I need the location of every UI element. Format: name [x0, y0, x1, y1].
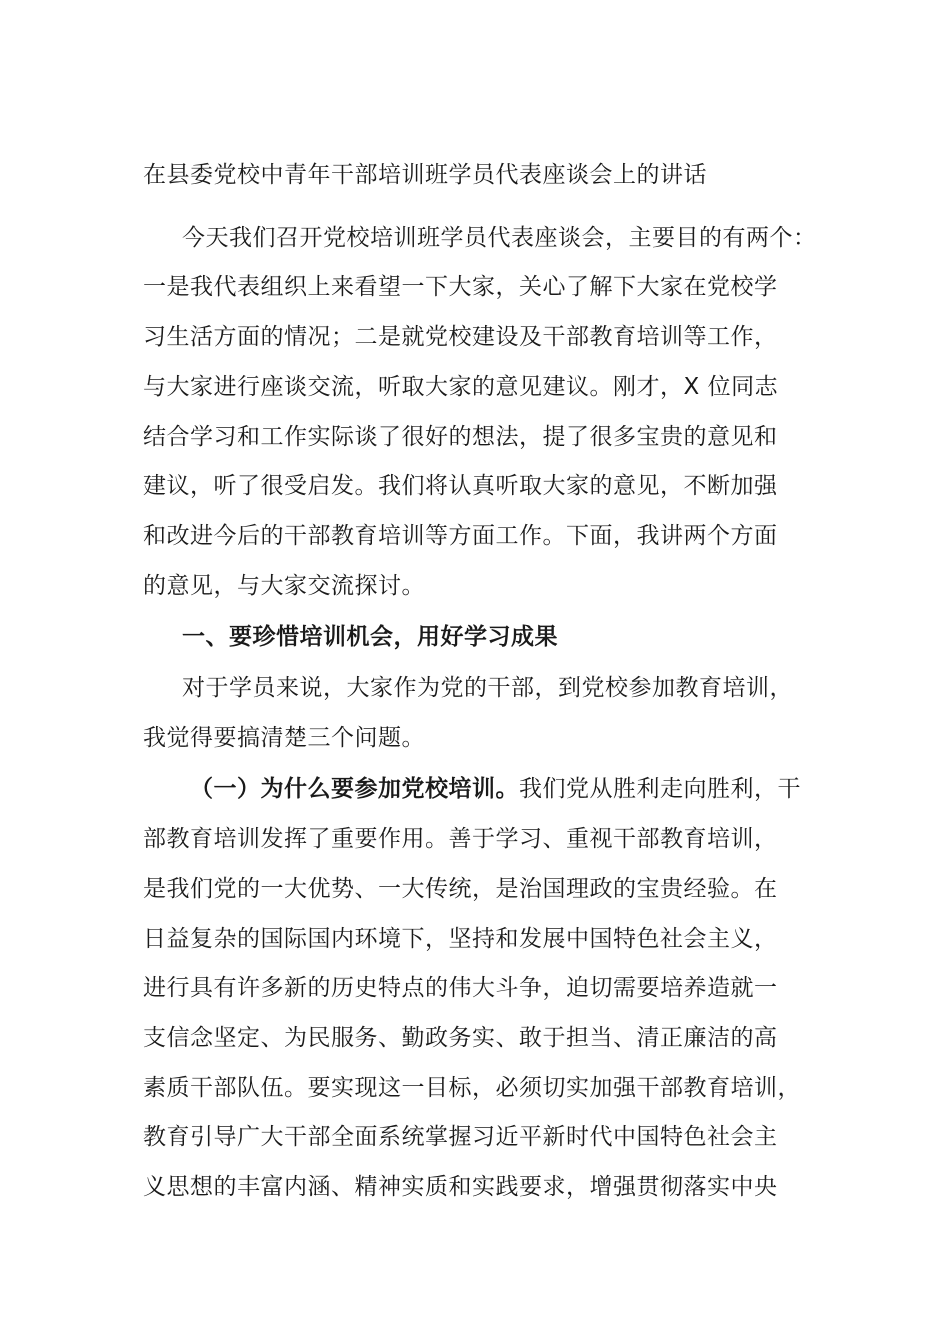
paragraph-line: 义思想的丰富内涵、精神实质和实践要求，增强贯彻落实中央 [143, 1174, 778, 1200]
subsection-heading: （一）为什么要参加党校培训。 [190, 776, 519, 802]
paragraph-line: 教育引导广大干部全面系统掌握习近平新时代中国特色社会主 [143, 1124, 778, 1150]
paragraph-line: 今天我们召开党校培训班学员代表座谈会，主要目的有两个： [182, 225, 817, 251]
paragraph-line: 的意见，与大家交流探讨。 [143, 573, 425, 599]
subsection-text: 我们党从胜利走向胜利，干 [519, 776, 801, 802]
paragraph-line: 是我们党的一大优势、一大传统，是治国理政的宝贵经验。在 [143, 876, 778, 902]
paragraph-line: 建议，听了很受启发。我们将认真听取大家的意见，不断加强 [143, 473, 778, 499]
paragraph-line: 一是我代表组织上来看望一下大家，关心了解下大家在党校学 [143, 274, 778, 300]
subsection-first-line [190, 774, 801, 804]
document-title: 在县委党校中青年干部培训班学员代表座谈会上的讲话 [143, 162, 707, 188]
paragraph-line: 部教育培训发挥了重要作用。善于学习、重视干部教育培训， [143, 826, 778, 852]
paragraph-line: 进行具有许多新的历史特点的伟大斗争，迫切需要培养造就一 [143, 975, 778, 1001]
paragraph-line: 和改进今后的干部教育培训等方面工作。下面，我讲两个方面 [143, 523, 778, 549]
paragraph-line: 日益复杂的国际国内环境下，坚持和发展中国特色社会主义， [143, 926, 778, 952]
paragraph-line: 结合学习和工作实际谈了很好的想法，提了很多宝贵的意见和 [143, 424, 778, 450]
paragraph-line: 我觉得要搞清楚三个问题。 [143, 725, 425, 751]
paragraph-line: 对于学员来说，大家作为党的干部，到党校参加教育培训， [182, 675, 793, 701]
paragraph-line: 支信念坚定、为民服务、勤政务实、敢于担当、清正廉洁的高 [143, 1025, 778, 1051]
paragraph-line: 与大家进行座谈交流，听取大家的意见建议。刚才，X 位同志 [143, 374, 779, 400]
paragraph-line: 素质干部队伍。要实现这一目标，必须切实加强干部教育培训， [143, 1075, 801, 1101]
paragraph-line: 习生活方面的情况；二是就党校建设及干部教育培训等工作， [143, 324, 778, 350]
section-heading: 一、要珍惜培训机会，用好学习成果 [182, 624, 558, 650]
